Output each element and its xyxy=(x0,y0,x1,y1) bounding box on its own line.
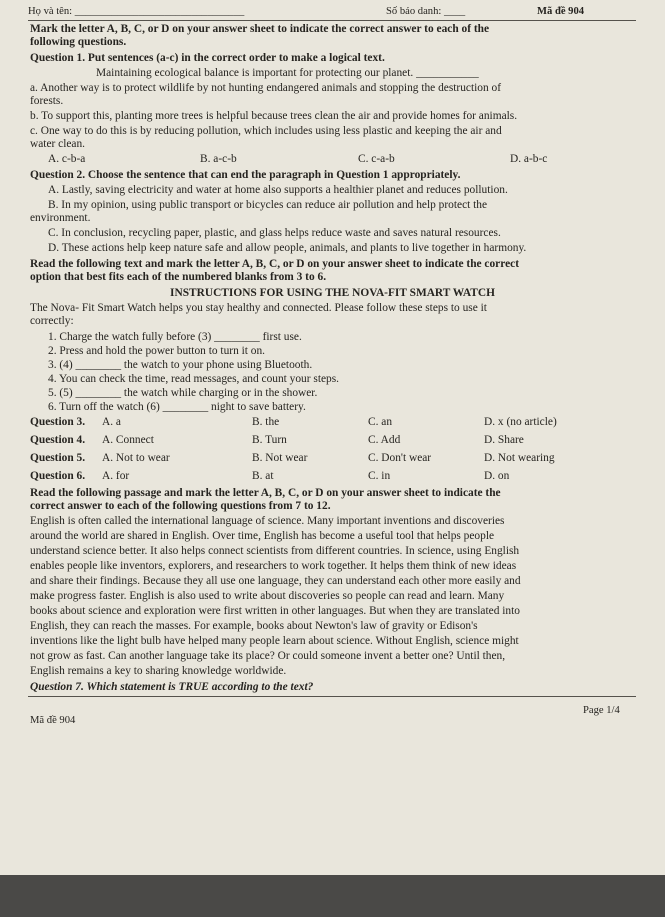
q3-option-c[interactable]: C. an xyxy=(368,416,393,428)
passage-line-8: English, they can reach the masses. For example, books about Newton's law of gravity or Edison's xyxy=(30,620,478,632)
name-blank: ________________________________ xyxy=(74,6,245,17)
q2-title: Question 2. Choose the sentence that can end the paragraph in Question 1 appropriately. xyxy=(30,169,461,181)
q2-option-c[interactable]: C. In conclusion, recycling paper, plastic, and glass helps reduce waste and saves natural resources. xyxy=(48,227,501,239)
q2-option-a[interactable]: A. Lastly, saving electricity and water at home also supports a healthier planet and reduces pollution. xyxy=(48,184,508,196)
step-5: 5. (5) ________ the watch while charging or in the shower. xyxy=(48,387,318,399)
q4-option-a[interactable]: A. Connect xyxy=(102,434,154,446)
passage-line-2: around the world are shared in English. Over time, English has become a useful tool that helps people xyxy=(30,530,495,542)
reading2-instruction-2: correct answer to each of the following questions from 7 to 12. xyxy=(30,500,331,512)
q1-sentence-c-2: water clean. xyxy=(30,138,86,150)
q1-option-a[interactable]: A. c-b-a xyxy=(48,153,86,165)
sbd-label: Số báo danh: xyxy=(386,6,444,17)
q7-title: Question 7. Which statement is TRUE according to the text? xyxy=(30,681,314,693)
intro-line-2: following questions. xyxy=(30,36,127,48)
reading1-para-1: The Nova- Fit Smart Watch helps you stay healthy and connected. Please follow these steps to use it xyxy=(30,302,487,314)
q3-label: Question 3. xyxy=(30,416,86,428)
passage-line-9: inventions like the light bulb have helped many people learn about science. Without English, science might xyxy=(30,635,519,647)
q5-option-a[interactable]: A. Not to wear xyxy=(102,452,170,464)
passage-line-4: enables people like inventors, explorers, and researchers to work together. It helps them think of new ideas xyxy=(30,560,517,572)
q5-option-d[interactable]: D. Not wearing xyxy=(484,452,555,464)
step-4: 4. You can check the time, read messages, and count your steps. xyxy=(48,373,340,385)
q1-sentence-c-1: c. One way to do this is by reducing pollution, which includes using less plastic and keeping the air and xyxy=(30,125,502,137)
q1-sentence-a-2: forests. xyxy=(30,95,64,107)
passage-line-10: not grow as fast. Can another language take its place? Or could someone invent a better one? Until then, xyxy=(30,650,506,662)
reading1-instruction-1: Read the following text and mark the letter A, B, C, or D on your answer sheet to indicate the correct xyxy=(30,258,519,270)
q2-option-d[interactable]: D. These actions help keep nature safe and allow people, animals, and plants to live together in harmony. xyxy=(48,242,527,254)
reading1-heading-text: INSTRUCTIONS FOR USING THE NOVA-FIT SMART WATCH xyxy=(170,287,495,299)
passage-line-7: books about science and exploration were first written in other languages. But when they are translated into xyxy=(30,605,520,617)
q3-option-d[interactable]: D. x (no article) xyxy=(484,416,557,428)
sbd-blank: ____ xyxy=(443,6,466,17)
reading1-instruction-2: option that best fits each of the numbered blanks from 3 to 6. xyxy=(30,271,327,283)
reading2-instruction-1: Read the following passage and mark the letter A, B, C, or D on your answer sheet to indicate the xyxy=(30,487,501,499)
passage-line-1: English is often called the international language of science. Many important inventions and discoveries xyxy=(30,515,505,527)
step-1: 1. Charge the watch fully before (3) ________ first use. xyxy=(48,331,302,343)
passage-line-3: understand science better. It also helps connect scientists from different countries. In science, using English xyxy=(30,545,520,557)
q5-option-c[interactable]: C. Don't wear xyxy=(368,452,432,464)
sbd-field xyxy=(386,5,465,18)
name-label: Họ và tên: xyxy=(28,6,75,17)
q6-label: Question 6. xyxy=(30,470,86,482)
q5-label: Question 5. xyxy=(30,452,86,464)
q1-option-c[interactable]: C. c-a-b xyxy=(358,153,395,165)
reading1-heading xyxy=(0,287,665,300)
q1-sentence-a-1: a. Another way is to protect wildlife by not hunting endangered animals and stopping the destruction of xyxy=(30,82,502,94)
q2-option-b-2: environment. xyxy=(30,212,91,224)
q4-option-c[interactable]: C. Add xyxy=(368,434,401,446)
reading1-para-2: correctly: xyxy=(30,315,74,327)
q4-label: Question 4. xyxy=(30,434,86,446)
q4-option-d[interactable]: D. Share xyxy=(484,434,524,446)
q6-option-c[interactable]: C. in xyxy=(368,470,391,482)
q3-option-a[interactable]: A. a xyxy=(102,416,121,428)
step-3: 3. (4) ________ the watch to your phone using Bluetooth. xyxy=(48,359,313,371)
passage-line-6: make progress faster. English is also used to write about discoveries so people can read and learn. Many xyxy=(30,590,505,602)
footer-rule xyxy=(28,696,636,697)
q5-option-b[interactable]: B. Not wear xyxy=(252,452,308,464)
intro-line-1: Mark the letter A, B, C, or D on your answer sheet to indicate the correct answer to each of the xyxy=(30,23,490,35)
q1-stem: Maintaining ecological balance is important for protecting our planet. ___________ xyxy=(96,67,479,79)
page-number: Page 1/4 xyxy=(583,705,620,716)
q1-option-d[interactable]: D. a-b-c xyxy=(510,153,548,165)
q6-option-a[interactable]: A. for xyxy=(102,470,130,482)
q1-option-b[interactable]: B. a-c-b xyxy=(200,153,237,165)
q6-option-b[interactable]: B. at xyxy=(252,470,274,482)
step-6: 6. Turn off the watch (6) ________ night to save battery. xyxy=(48,401,306,413)
q2-option-b-1[interactable]: B. In my opinion, using public transport or bicycles can reduce air pollution and help protect the xyxy=(48,199,488,211)
q4-option-b[interactable]: B. Turn xyxy=(252,434,287,446)
passage-line-11: English remains a key to sharing knowledge worldwide. xyxy=(30,665,287,677)
exam-code-footer: Mã đề 904 xyxy=(30,715,76,726)
q1-sentence-b: b. To support this, planting more trees is helpful because trees clean the air and provide homes for animals. xyxy=(30,110,518,122)
name-field xyxy=(28,5,244,18)
passage-line-5: and share their findings. Because they all use one language, they can understand each other more easily and xyxy=(30,575,521,587)
q3-option-b[interactable]: B. the xyxy=(252,416,280,428)
header-rule xyxy=(28,20,636,21)
step-2: 2. Press and hold the power button to turn it on. xyxy=(48,345,266,357)
q1-title: Question 1. Put sentences (a-c) in the correct order to make a logical text. xyxy=(30,52,385,64)
q6-option-d[interactable]: D. on xyxy=(484,470,510,482)
exam-code-header: Mã đề 904 xyxy=(537,6,585,17)
